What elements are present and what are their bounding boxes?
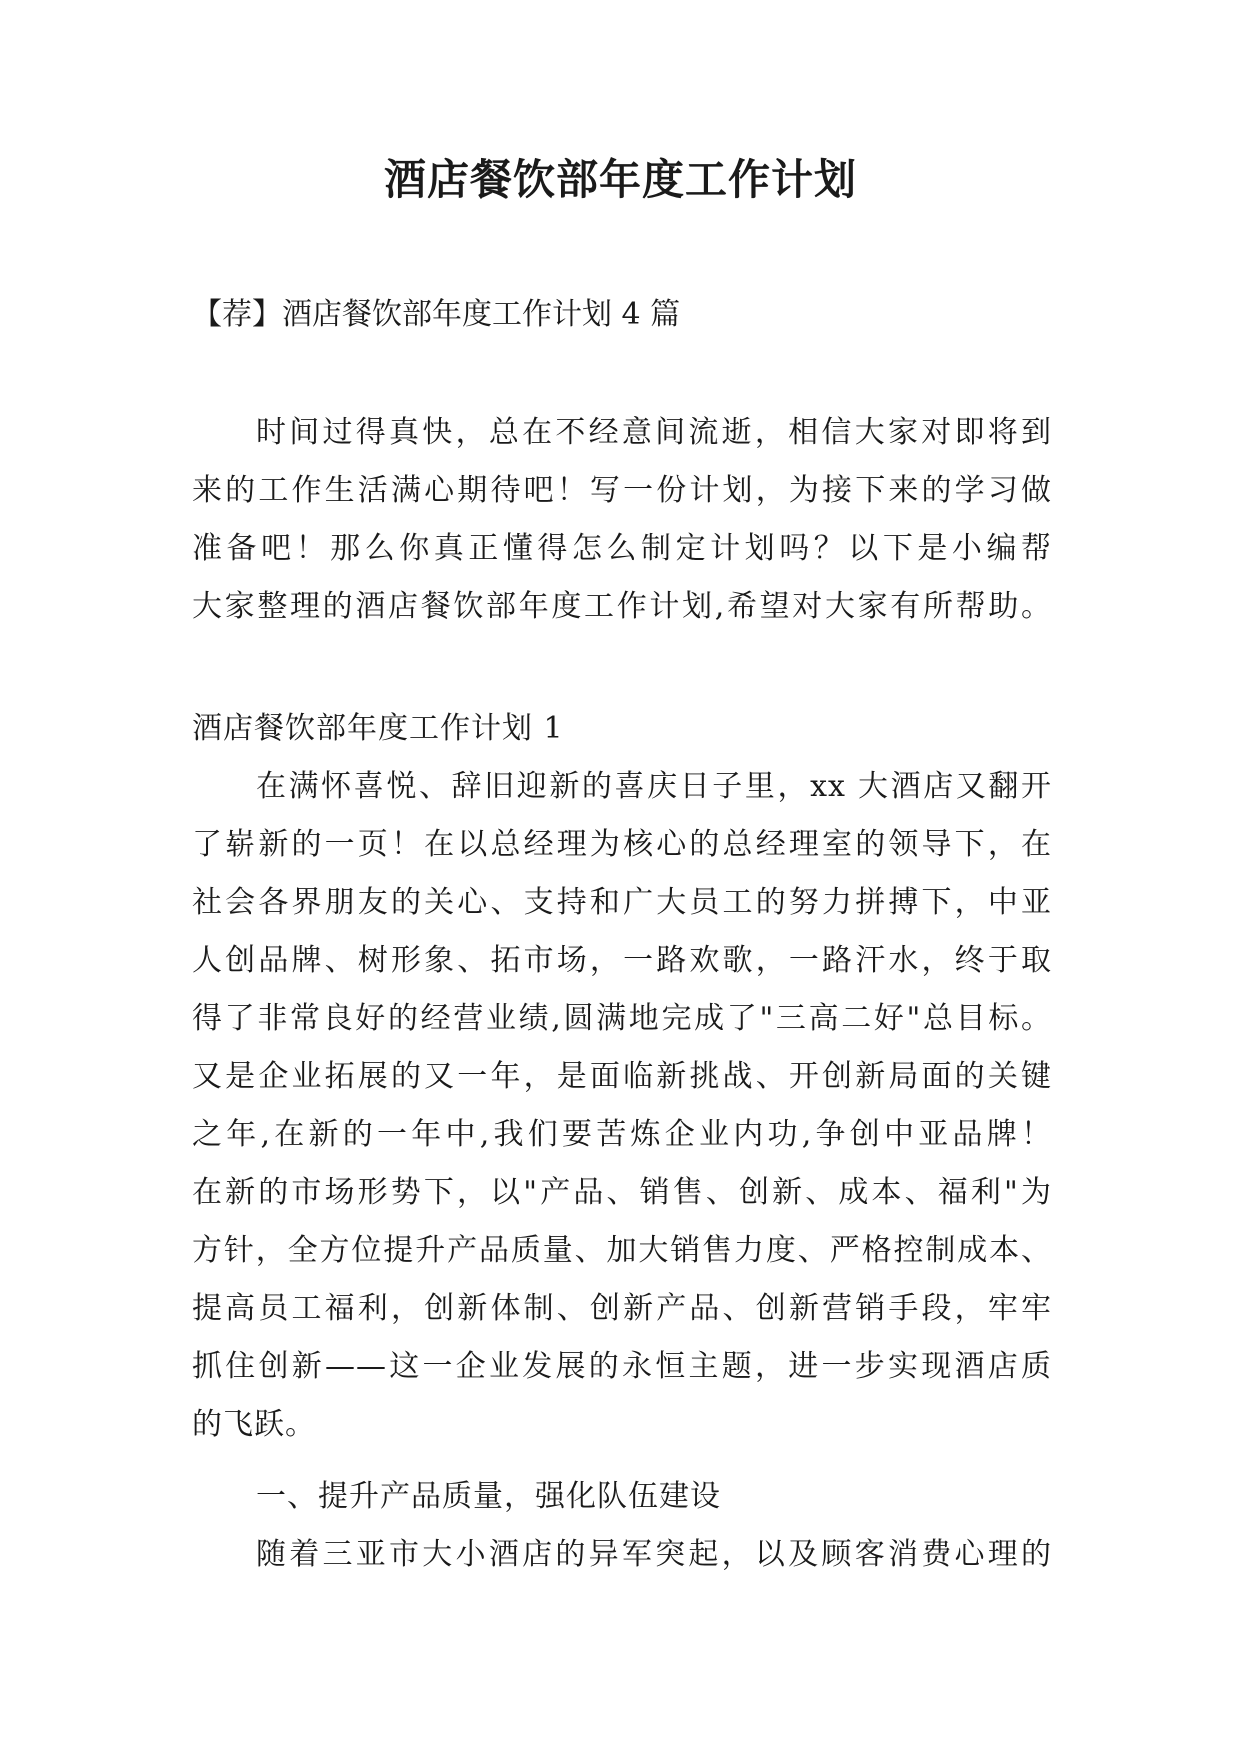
body-line: 了崭新的一页！在以总经理为核心的总经理室的领导下，在 — [192, 827, 1052, 862]
body-line: 又是企业拓展的又一年，是面临新挑战、开创新局面的关键 — [192, 1059, 1052, 1094]
intro-line: 大家整理的酒店餐饮部年度工作计划,希望对大家有所帮助。 — [192, 589, 1052, 624]
body-line: 之年,在新的一年中,我们要苦炼企业内功,争创中亚品牌！ — [192, 1117, 1052, 1152]
body-line: 社会各界朋友的关心、支持和广大员工的努力拼搏下，中亚 — [192, 885, 1052, 920]
subheading: 一、提升产品质量，强化队伍建设 — [256, 1479, 721, 1514]
body-paragraph-2 — [192, 1526, 1052, 1584]
body-line: 在新的市场形势下，以"产品、销售、创新、成本、福利"为 — [192, 1175, 1052, 1210]
section-title-block — [192, 700, 1052, 758]
document-subtitle: 【荐】酒店餐饮部年度工作计划 4 篇 — [192, 297, 681, 332]
body-line: 抓住创新——这一企业发展的永恒主题，进一步实现酒店质 — [192, 1349, 1052, 1384]
intro-paragraph — [192, 404, 1052, 636]
body-line: 提高员工福利，创新体制、创新产品、创新营销手段，牢牢 — [192, 1291, 1052, 1326]
body-paragraph — [192, 758, 1052, 1454]
section-title: 酒店餐饮部年度工作计划 1 — [192, 711, 564, 746]
body-line: 人创品牌、树形象、拓市场，一路欢歌，一路汗水，终于取 — [192, 943, 1052, 978]
intro-line: 来的工作生活满心期待吧！写一份计划，为接下来的学习做 — [192, 473, 1052, 508]
body-line: 方针，全方位提升产品质量、加大销售力度、严格控制成本、 — [192, 1233, 1052, 1268]
intro-line: 准备吧！那么你真正懂得怎么制定计划吗？以下是小编帮 — [192, 531, 1052, 566]
body-line: 随着三亚市大小酒店的异军突起，以及顾客消费心理的 — [256, 1537, 1052, 1572]
subheading-block — [192, 1468, 1052, 1526]
body-line: 的飞跃。 — [192, 1407, 316, 1442]
document-title: 酒店餐饮部年度工作计划 — [383, 155, 857, 204]
intro-line: 时间过得真快，总在不经意间流逝，相信大家对即将到 — [256, 415, 1052, 450]
body-line: 得了非常良好的经营业绩,圆满地完成了"三高二好"总目标。 — [192, 1001, 1052, 1036]
body-line: 在满怀喜悦、辞旧迎新的喜庆日子里，xx 大酒店又翻开 — [256, 769, 1052, 804]
